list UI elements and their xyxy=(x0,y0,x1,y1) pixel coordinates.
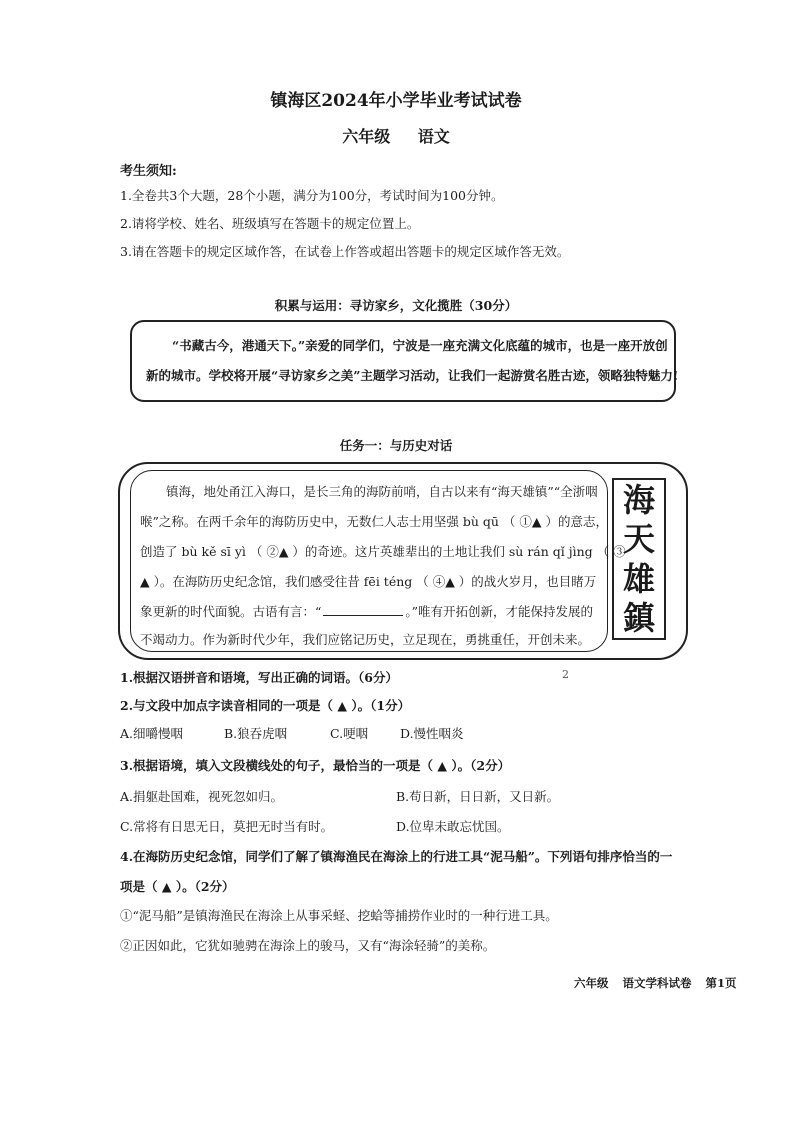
q4-item-1: ①“泥马船”是镇海渔民在海涂上从事采蛏、挖蛤等捕捞作业时的一种行进工具。 xyxy=(120,908,558,923)
footer-page: 第1页 xyxy=(705,976,737,990)
q2-option-c: C.哽咽 xyxy=(330,726,369,741)
intro-line: 新的城市。学校将开展“寻访家乡之美”主题学习活动，让我们一起游赏名胜古迹，领略独特魅力! xyxy=(146,368,679,383)
passage-line xyxy=(140,602,593,620)
q2-option-d: D.慢性咽炎 xyxy=(400,726,464,741)
passage-line: 喉”之称。在两千余年的海防历史中，无数仁人志士用坚强 bù qū （ ①▲ ）的意志， xyxy=(140,514,608,529)
q4-item-2: ②正因如此，它犹如驰骋在海涂上的骏马，又有“海涂轻骑”的美称。 xyxy=(120,938,496,953)
question-2: 2.与文段中加点字读音相同的一项是（ ▲ ）。（1分） xyxy=(120,698,411,713)
notice-item: 1.全卷共3个大题，28个小题，满分为100分，考试时间为100分钟。 xyxy=(120,188,504,203)
fill-blank xyxy=(323,615,403,616)
footer-grade: 六年级 xyxy=(574,976,609,990)
question-4: 4.在海防历史纪念馆，同学们了解了镇海渔民在海涂上的行进工具“泥马船”。下列语句排序恰当的一 xyxy=(120,849,673,864)
exam-subtitle xyxy=(0,124,792,147)
seal-char: 天 xyxy=(622,520,655,559)
page-footer xyxy=(574,975,751,991)
seal-char: 雄 xyxy=(622,559,655,598)
intro-line: “书藏古今，港通天下。”亲爱的同学们，宁波是一座充满文化底蕴的城市，也是一座开放创 xyxy=(172,338,668,353)
question-4-cont: 项是（ ▲ ）。（2分） xyxy=(120,879,235,894)
stray-mark: 2 xyxy=(562,668,569,681)
grade-label: 六年级 xyxy=(342,127,391,146)
q3-option-a: A.捐躯赴国难，视死忽如归。 xyxy=(120,789,284,804)
footer-paper: 语文学科试卷 xyxy=(622,976,692,990)
passage-line: 不竭动力。作为新时代少年，我们应铭记历史，立足现在，勇挑重任，开创未来。 xyxy=(140,632,591,647)
seal-char: 鎮 xyxy=(622,599,655,638)
notice-heading: 考生须知: xyxy=(120,164,177,179)
q2-option-b: B.狼吞虎咽 xyxy=(224,726,288,741)
task-title: 任务一：与历史对话 xyxy=(339,438,453,453)
q3-option-b: B.苟日新，日日新，又日新。 xyxy=(396,789,560,804)
question-3: 3.根据语境，填入文段横线处的句子，最恰当的一项是（ ▲ ）。（2分） xyxy=(120,758,511,773)
passage-line: 创造了 bù kě sī yì （ ②▲ ）的奇迹。这片英雄辈出的土地让我们 sù rán qǐ jìng （ ③ xyxy=(140,544,626,559)
exam-title: 镇海区2024年小学毕业考试试卷 xyxy=(270,91,522,111)
passage-line-start: 象更新的时代面貌。古语有言：“ xyxy=(140,604,322,619)
question-1: 1.根据汉语拼音和语境，写出正确的词语。（6分） xyxy=(120,670,398,685)
passage-line-end: 。”唯有开拓创新，才能保持发展的 xyxy=(405,604,594,619)
intro-box xyxy=(130,320,679,402)
notice-item: 2.请将学校、姓名、班级填写在答题卡的规定位置上。 xyxy=(120,216,420,231)
subject-label: 语文 xyxy=(417,127,450,146)
seal-char: 海 xyxy=(622,480,655,519)
passage-line: 镇海，地处甬江入海口，是长三角的海防前哨，自古以来有“海天雄镇”“全浙咽 xyxy=(166,484,598,499)
notice-item: 3.请在答题卡的规定区域作答，在试卷上作答或超出答题卡的规定区域作答无效。 xyxy=(120,244,570,259)
seal-hai-tian-xiong-zhen xyxy=(612,478,666,640)
section-title: 积累与运用：寻访家乡，文化揽胜（30分） xyxy=(274,298,518,313)
q2-option-a: A.细嚼慢咽 xyxy=(120,726,184,741)
q3-option-d: D.位卑未敢忘忧国。 xyxy=(396,819,510,834)
q3-option-c: C.常将有日思无日，莫把无时当有时。 xyxy=(120,819,334,834)
passage-line: ▲ ）。在海防历史纪念馆，我们感受往昔 fēi téng （ ④▲ ）的战火岁月，也目睹万 xyxy=(140,574,597,589)
